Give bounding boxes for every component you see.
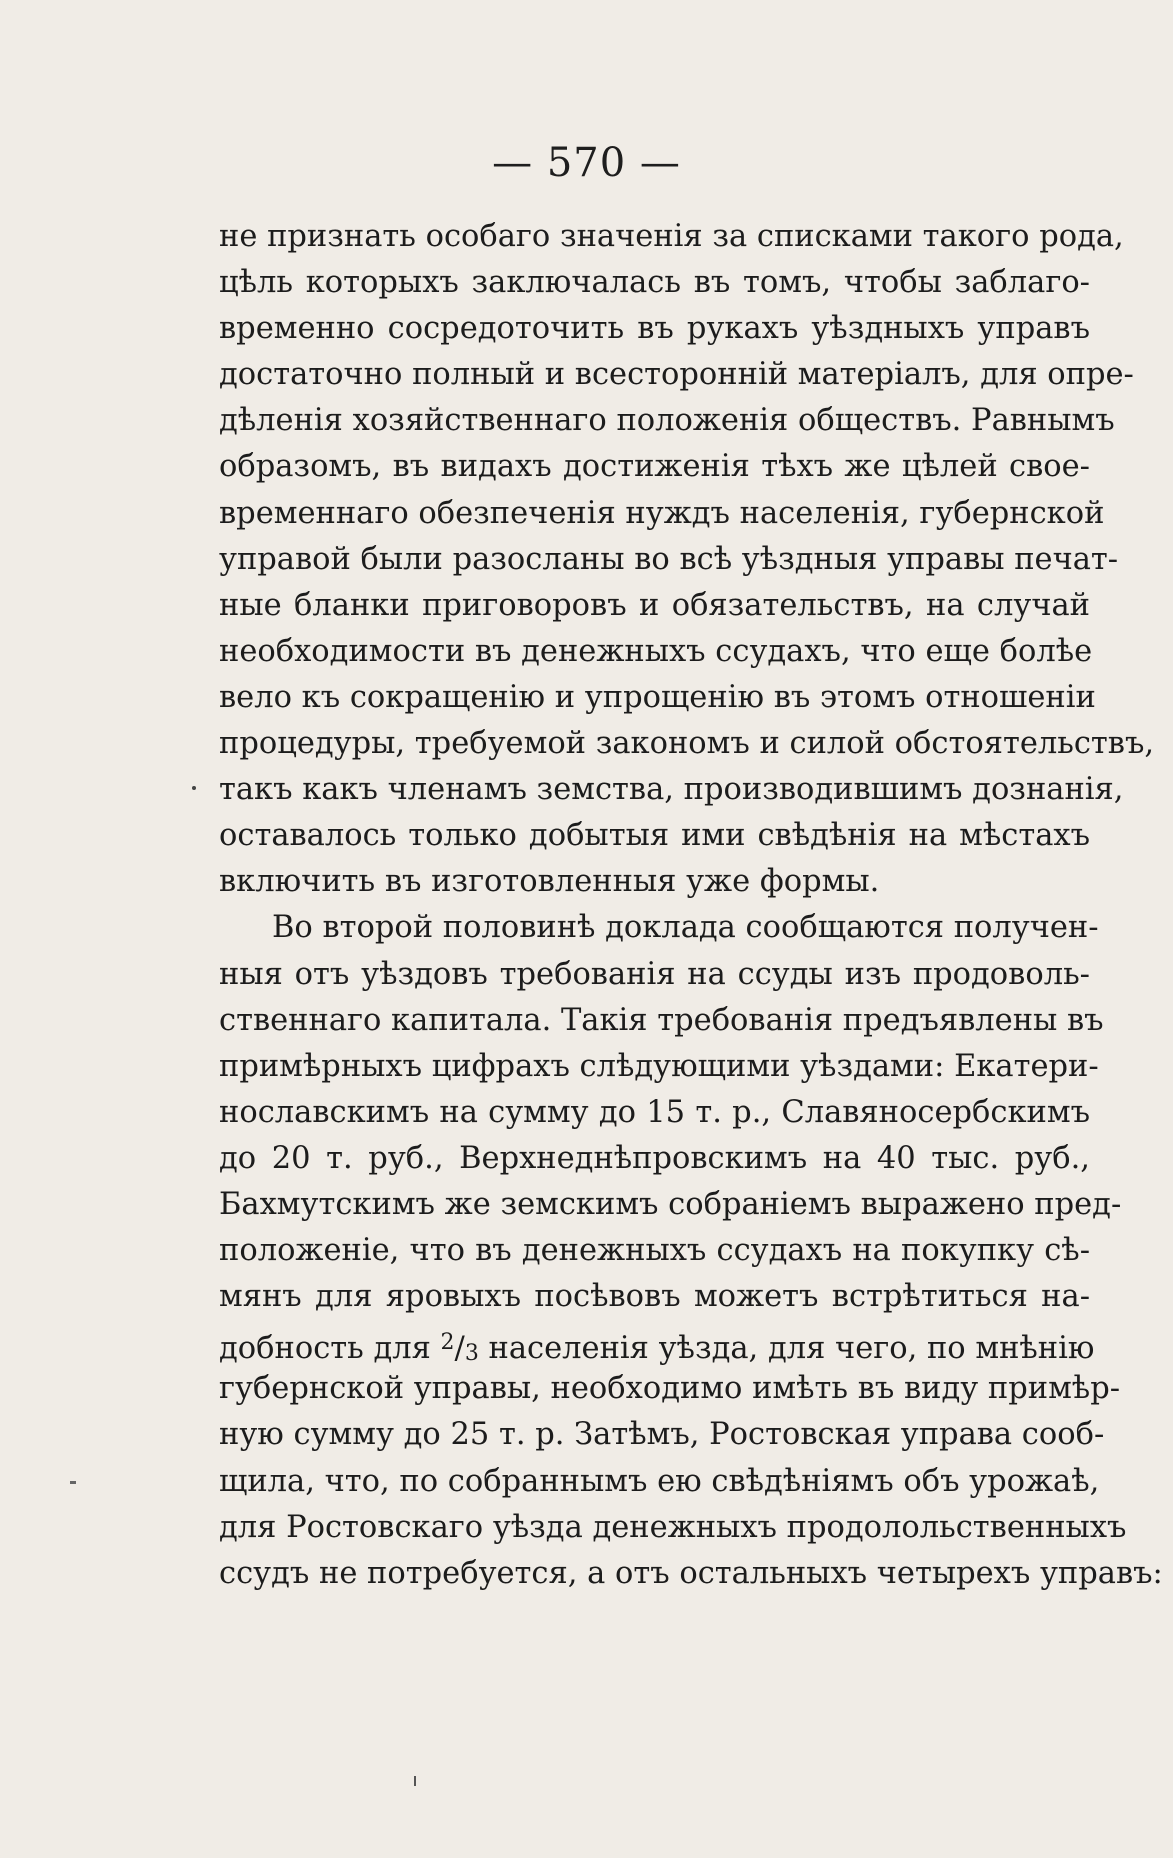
text-line: ныя отъ уѣздовъ требованія на ссуды изъ продоволь- bbox=[219, 956, 1090, 992]
text-line: положеніе, что въ денежныхъ ссудахъ на покупку сѣ- bbox=[219, 1233, 1090, 1269]
text-line: не признать особаго значенія за списками такого рода, bbox=[219, 219, 1124, 254]
text-line: цѣль которыхъ заключалась въ томъ, чтобы заблаго- bbox=[219, 265, 1090, 301]
text-line: оставалось только добытыя ими свѣдѣнія на мѣстахъ bbox=[219, 818, 1090, 854]
text-line: ссудъ не потребуется, а отъ остальныхъ четырехъ управъ: bbox=[219, 1555, 1163, 1591]
text-line: Бахмутскимъ же земскимъ собраніемъ выражено пред- bbox=[219, 1186, 1122, 1222]
text-line: временно сосредоточить въ рукахъ уѣздныхъ управъ bbox=[219, 311, 1090, 347]
text-line: до 20 т. руб., Верхнеднѣпровскимъ на 40 тыс. руб., bbox=[219, 1140, 1090, 1176]
fraction-line-before: добность для bbox=[219, 1331, 441, 1367]
page-number: — 570 — bbox=[492, 140, 681, 186]
text-line: временнаго обезпеченія нуждъ населенія, губернской bbox=[219, 495, 1105, 531]
text-line: достаточно полный и всесторонній матеріалъ, для опре- bbox=[219, 357, 1134, 393]
margin-dot-mark bbox=[192, 786, 196, 790]
text-line: мянъ для яровыхъ посѣвовъ можетъ встрѣтиться на- bbox=[219, 1279, 1090, 1315]
text-line: ные бланки приговоровъ и обязательствъ, на случай bbox=[219, 587, 1090, 623]
text-line: вело къ сокращенію и упрощенію въ этомъ отношеніи bbox=[219, 679, 1096, 715]
text-line: управой были разосланы во всѣ уѣздныя управы печат- bbox=[219, 541, 1119, 577]
text-line: ственнаго капитала. Такія требованія предъявлены въ bbox=[219, 1002, 1104, 1038]
text-line: необходимости въ денежныхъ ссудахъ, что еще болѣе bbox=[219, 633, 1093, 669]
fraction-line-after: населенія уѣзда, для чего, по мнѣнію bbox=[478, 1331, 1095, 1367]
fraction-numerator: 2 bbox=[440, 1330, 455, 1356]
text-line: для Ростовскаго уѣзда денежныхъ продолольственныхъ bbox=[219, 1509, 1127, 1545]
text-line: такъ какъ членамъ земства, производившимъ дознанія, bbox=[219, 772, 1124, 808]
text-line: образомъ, въ видахъ достиженія тѣхъ же цѣлей свое- bbox=[219, 449, 1090, 485]
text-line: губернской управы, необходимо имѣть въ виду примѣр- bbox=[219, 1371, 1121, 1407]
paragraph-end-line: включить въ изготовленныя уже формы. bbox=[219, 864, 880, 900]
text-line: нославскимъ на сумму до 15 т. р., Славяносербскимъ bbox=[219, 1094, 1090, 1130]
text-line: щила, что, по собраннымъ ею свѣдѣніямъ объ урожаѣ, bbox=[219, 1463, 1100, 1499]
paragraph-start-line: Во второй половинѣ доклада сообщаются получен- bbox=[272, 910, 1099, 946]
fraction-text-line bbox=[219, 1320, 1095, 1367]
fraction-slash: / bbox=[454, 1331, 465, 1367]
text-line: ную сумму до 25 т. р. Затѣмъ, Ростовская управа сооб- bbox=[219, 1417, 1105, 1453]
body-text bbox=[219, 214, 1163, 1597]
fraction-denominator: 3 bbox=[464, 1341, 479, 1367]
text-line: примѣрныхъ цифрахъ слѣдующими уѣздами: Екатери- bbox=[219, 1048, 1099, 1084]
margin-dash-mark bbox=[70, 1481, 76, 1484]
text-line: дѣленія хозяйственнаго положенія обществъ. Равнымъ bbox=[219, 403, 1115, 439]
text-line: процедуры, требуемой закономъ и силой обстоятельствъ, bbox=[219, 726, 1155, 762]
margin-tick-mark bbox=[414, 1776, 416, 1786]
